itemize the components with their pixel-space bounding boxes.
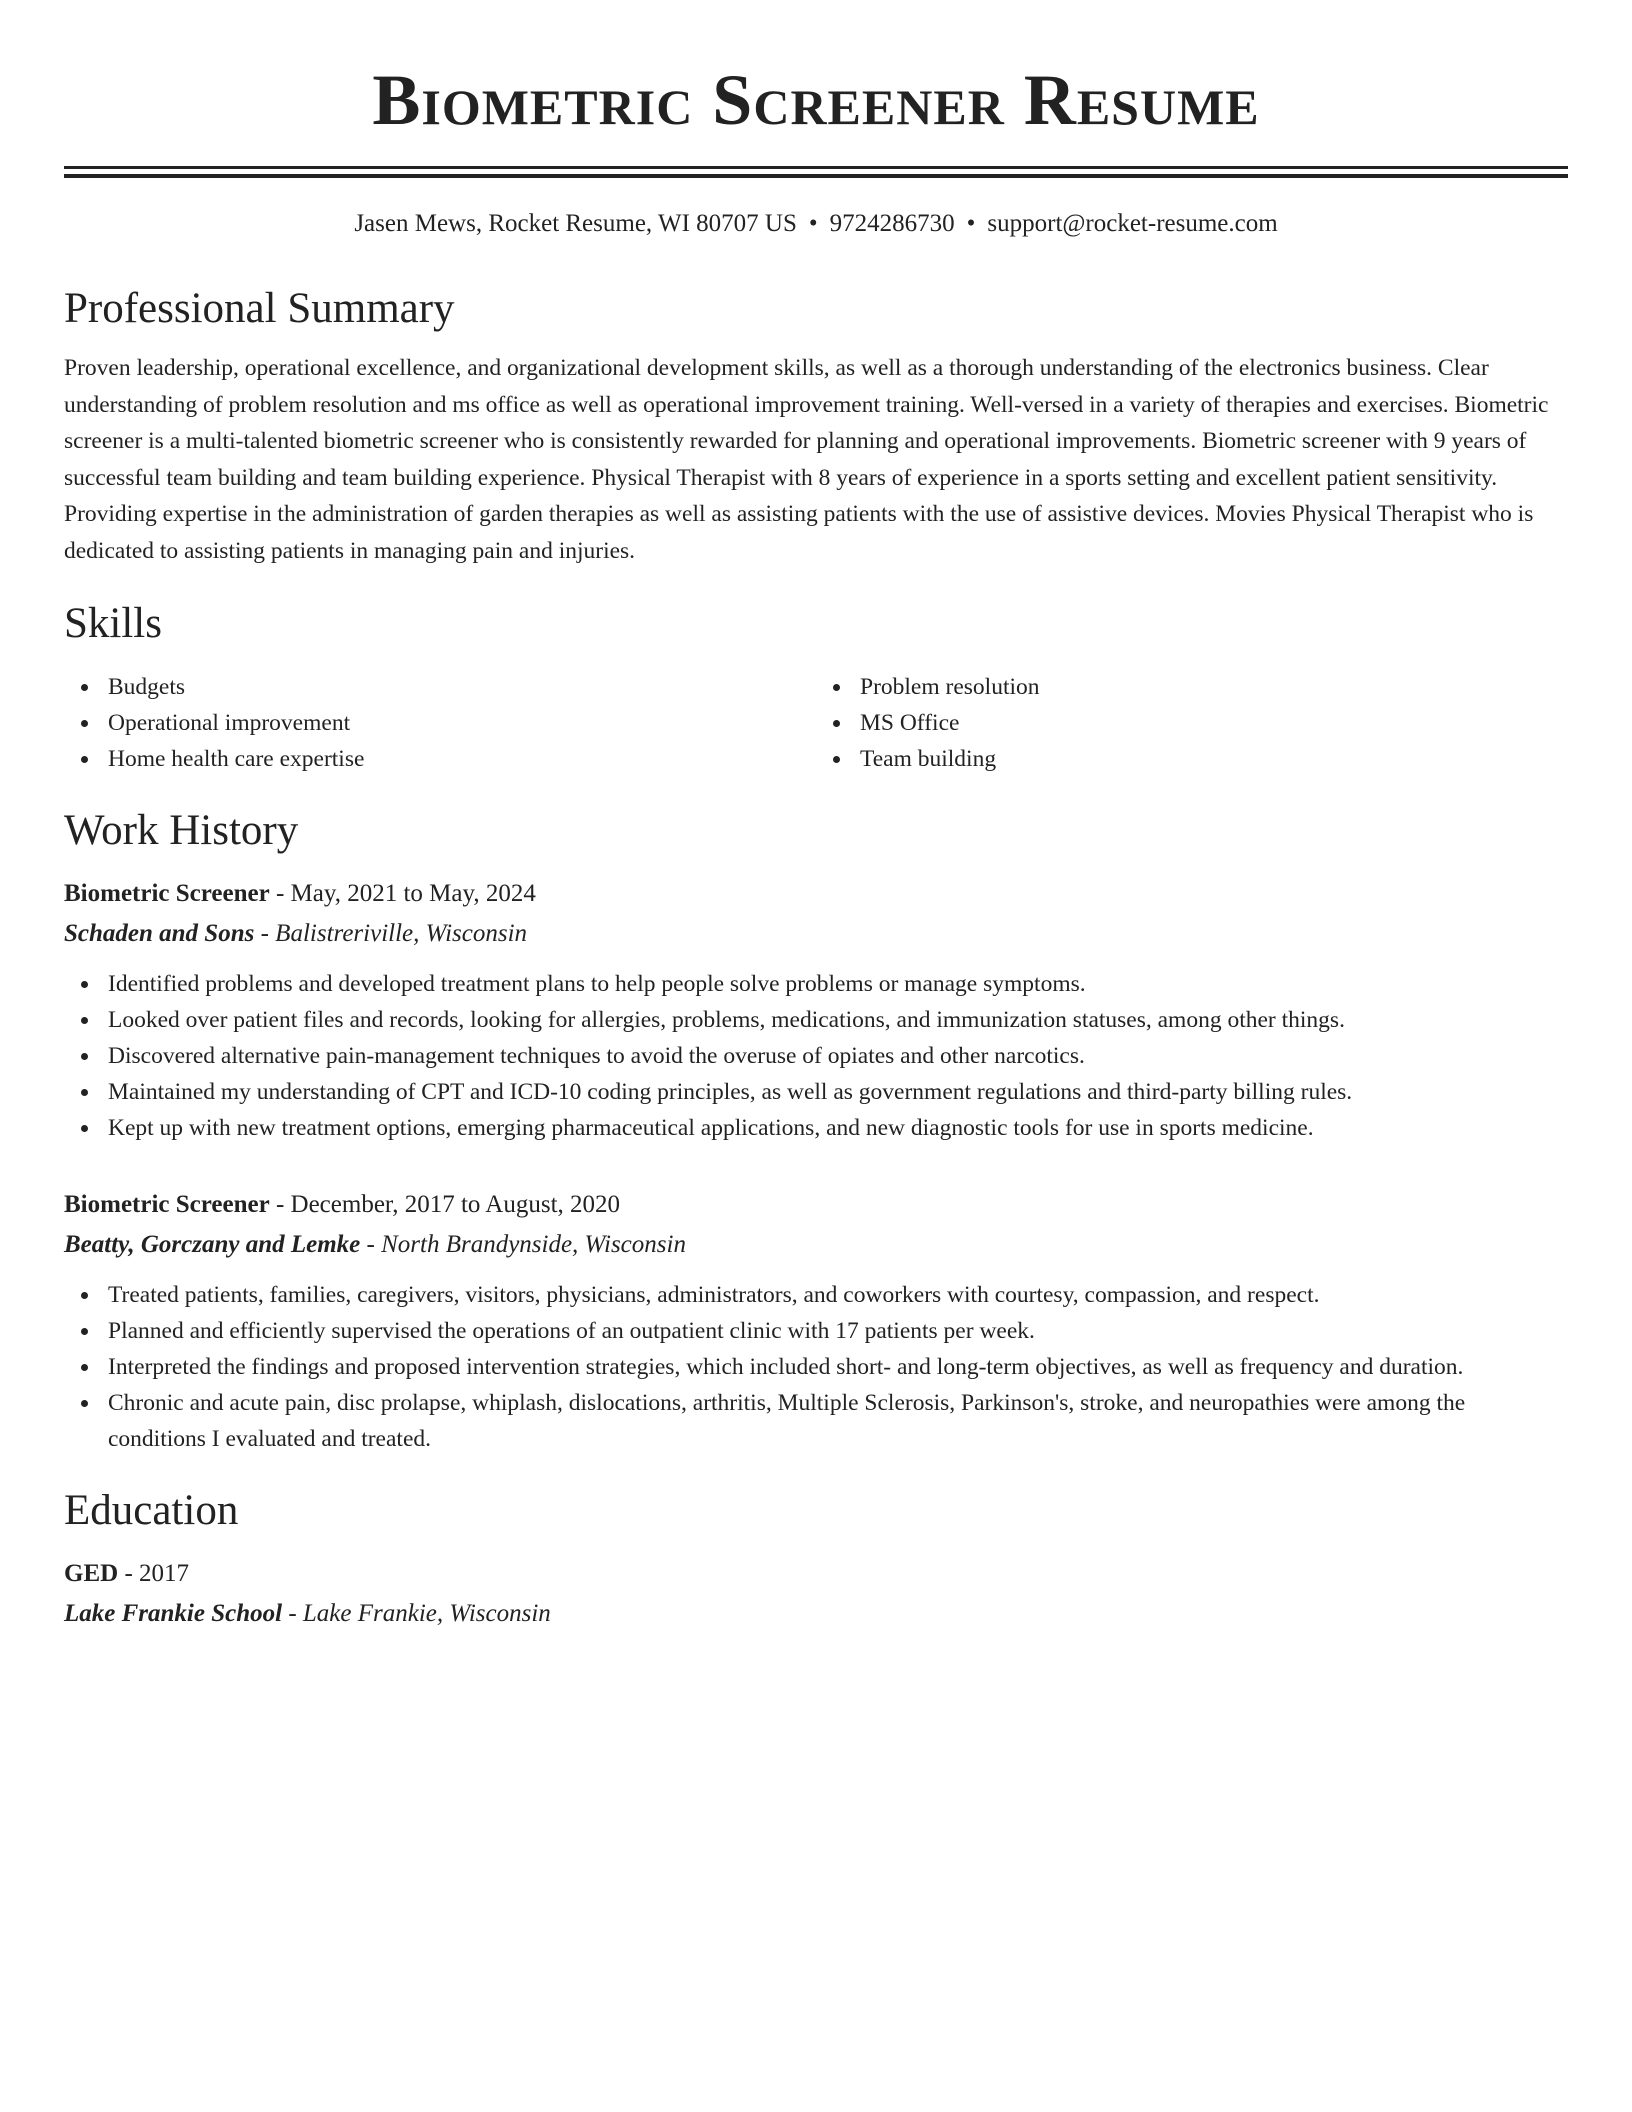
list-item: Treated patients, families, caregivers, visitors, physicians, administrators, and coworkers with courtesy, compassion, and respect. xyxy=(108,1277,1568,1313)
list-item: Planned and efficiently supervised the operations of an outpatient clinic with 17 patients per week. xyxy=(108,1313,1568,1349)
title-divider-top xyxy=(64,166,1568,169)
company-line xyxy=(64,1227,1568,1263)
summary-text: Proven leadership, operational excellence, and organizational development skills, as well as a thorough understanding of the electronics business. Clear understanding of problem resolution and ms office as well as operational improvement training. Well-versed in a variety of therapies and exercises. Biometric screener is a multi-talented biometric screener who is consistently rewarded for planning and operational improvements. Biometric screener with 9 years of successful team building and team building experience. Physical Therapist with 8 years of experience in a sports setting and excellent patient sensitivity. Providing expertise in the administration of garden therapies as well as assisting patients with the use of assistive devices. Movies Physical Therapist who is dedicated to assisting patients in managing pain and injuries. xyxy=(64,355,1549,564)
skills-column-left xyxy=(64,669,816,778)
contact-separator: • xyxy=(966,210,976,237)
company-name: Beatty, Gorczany and Lemke xyxy=(64,1230,361,1258)
contact-address: Jasen Mews, Rocket Resume, WI 80707 US xyxy=(354,210,797,237)
contact-line xyxy=(64,208,1568,240)
job-entry xyxy=(64,1187,1568,1458)
education-school-line xyxy=(64,1596,1568,1632)
contact-email: support@rocket-resume.com xyxy=(987,210,1278,237)
company-name: Schaden and Sons xyxy=(64,919,255,947)
summary-section xyxy=(64,282,1568,569)
education-location: - Lake Frankie, Wisconsin xyxy=(282,1599,551,1627)
title-divider-bottom xyxy=(64,174,1568,178)
skills-grid xyxy=(64,669,1568,778)
skill-item: MS Office xyxy=(860,705,1568,741)
job-title: Biometric Screener xyxy=(64,879,270,907)
list-item: Identified problems and developed treatment plans to help people solve problems or manage symptoms. xyxy=(108,966,1568,1002)
education-year: - 2017 xyxy=(118,1559,190,1587)
skill-item: Team building xyxy=(860,741,1568,777)
work-history-heading: Work History xyxy=(64,806,299,854)
list-item: Chronic and acute pain, disc prolapse, whiplash, dislocations, arthritis, Multiple Sclerosis, Parkinson's, stroke, and neuropathies were among the conditions I evaluated and treated. xyxy=(108,1385,1568,1457)
skill-item: Home health care expertise xyxy=(108,741,816,777)
list-item: Maintained my understanding of CPT and ICD-10 coding principles, as well as government regulations and third-party billing rules. xyxy=(108,1074,1568,1110)
job-dates: - May, 2021 to May, 2024 xyxy=(269,879,536,907)
job-title-line xyxy=(64,876,1568,912)
education-heading: Education xyxy=(64,1486,239,1534)
contact-phone: 9724286730 xyxy=(829,210,955,237)
company-location: - North Brandynside, Wisconsin xyxy=(360,1230,686,1258)
job-entry xyxy=(64,876,1568,1147)
job-duties-list xyxy=(64,1277,1568,1458)
skills-column-right xyxy=(816,669,1568,778)
job-duties-list xyxy=(64,966,1568,1147)
contact-separator: • xyxy=(808,210,818,237)
job-title: Biometric Screener xyxy=(64,1190,270,1218)
list-item: Kept up with new treatment options, emerging pharmaceutical applications, and new diagnostic tools for use in sports medicine. xyxy=(108,1110,1568,1146)
list-item: Interpreted the findings and proposed intervention strategies, which included short- and long-term objectives, as well as frequency and duration. xyxy=(108,1349,1568,1385)
education-section xyxy=(64,1484,1568,1632)
job-dates: - December, 2017 to August, 2020 xyxy=(269,1190,621,1218)
education-degree-line xyxy=(64,1556,1568,1592)
resume-title: Biometric Screener Resume xyxy=(372,60,1260,140)
list-item: Looked over patient files and records, looking for allergies, problems, medications, and immunization statuses, among other things. xyxy=(108,1002,1568,1038)
work-history-section xyxy=(64,804,1568,1458)
list-item: Discovered alternative pain-management techniques to avoid the overuse of opiates and other narcotics. xyxy=(108,1038,1568,1074)
company-line xyxy=(64,916,1568,952)
job-title-line xyxy=(64,1187,1568,1223)
skill-item: Operational improvement xyxy=(108,705,816,741)
skill-item: Budgets xyxy=(108,669,816,705)
skills-heading: Skills xyxy=(64,600,162,647)
skill-item: Problem resolution xyxy=(860,669,1568,705)
education-school: Lake Frankie School xyxy=(64,1599,283,1627)
education-degree: GED xyxy=(64,1559,119,1587)
company-location: - Balistreriville, Wisconsin xyxy=(254,919,528,947)
summary-heading: Professional Summary xyxy=(64,285,455,332)
skills-section xyxy=(64,597,1568,778)
